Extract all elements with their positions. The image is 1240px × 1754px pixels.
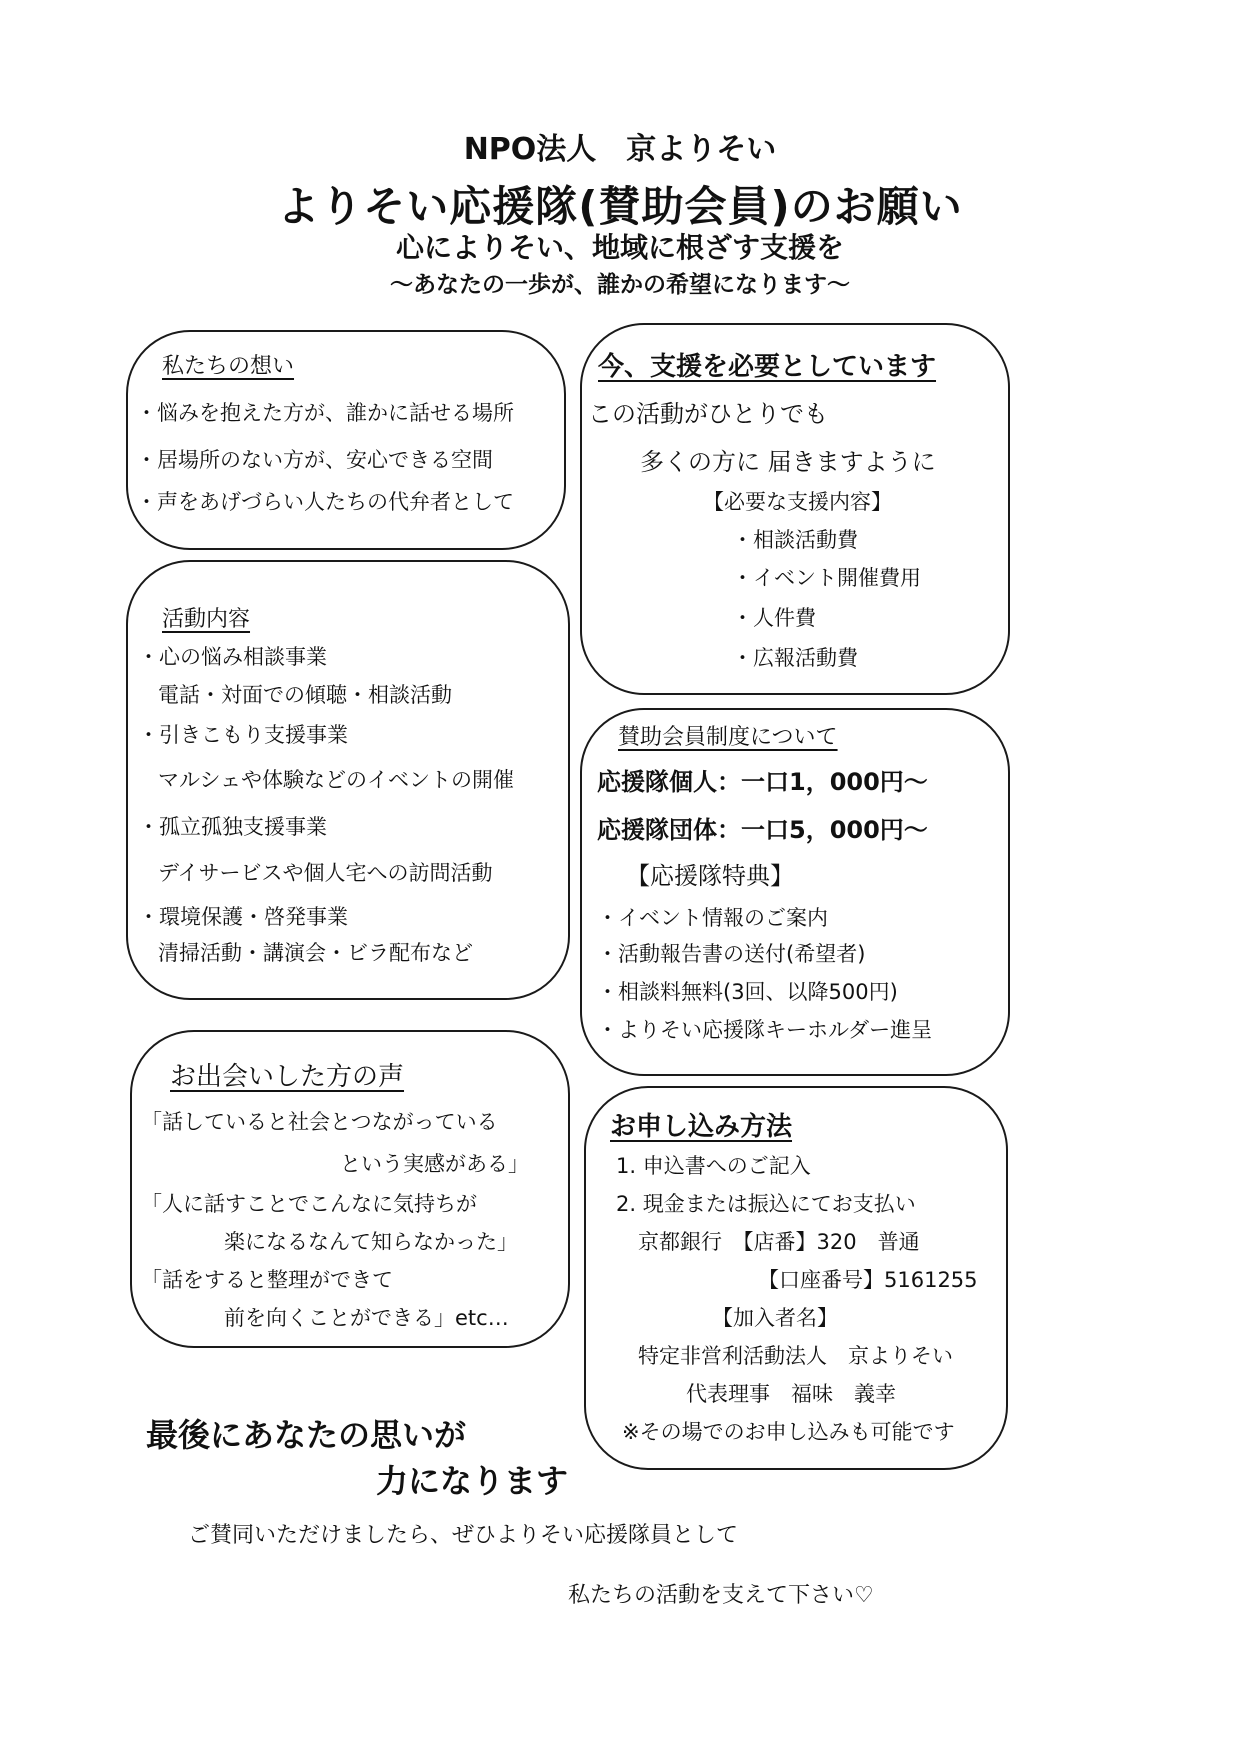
apply-bank: 京都銀行 【店番】320 普通 xyxy=(638,1230,920,1254)
page-title: よりそい応援隊(賛助会員)のお願い xyxy=(277,182,963,231)
voices-line: 前を向くことができる」etc… xyxy=(224,1306,509,1330)
activities-line: マルシェや体験などのイベントの開催 xyxy=(158,768,515,792)
apply-heading: お申し込み方法 xyxy=(610,1112,793,1142)
support-list-heading: 【必要な支援内容】 xyxy=(703,490,892,514)
membership-benefit: ・相談料無料(3回、以降500円) xyxy=(597,980,898,1004)
activities-line: 電話・対面での傾聴・相談活動 xyxy=(158,683,452,707)
activities-line: ・心の悩み相談事業 xyxy=(138,645,327,669)
page-subtitle: 心によりそい、地域に根ざす支援を xyxy=(395,231,844,264)
activities-line: 清掃活動・講演会・ビラ配布など xyxy=(158,941,473,965)
support-list-item: ・相談活動費 xyxy=(732,528,858,552)
activities-line: デイサービスや個人宅への訪問活動 xyxy=(158,861,493,885)
activities-line: ・孤立孤独支援事業 xyxy=(138,815,327,839)
thoughts-item: ・声をあげづらい人たちの代弁者として xyxy=(136,490,514,514)
voices-line: 「人に話すことでこんなに気持ちが xyxy=(141,1192,477,1216)
support-needed-line1: この活動がひとりでも xyxy=(588,400,828,428)
voices-line: という実感がある」 xyxy=(340,1152,529,1176)
voices-heading: お出会いした方の声 xyxy=(170,1062,405,1092)
membership-individual: 応援隊個人：一口1，000円～ xyxy=(597,768,928,796)
voices-line: 「話をすると整理ができて xyxy=(141,1268,393,1292)
apply-holder-heading: 【加入者名】 xyxy=(712,1306,838,1330)
closing-message1: ご賛同いただけましたら、ぜひよりそい応援隊員として xyxy=(188,1523,739,1548)
membership-heading: 賛助会員制度について xyxy=(618,725,838,750)
thoughts-item: ・悩みを抱えた方が、誰かに話せる場所 xyxy=(136,401,514,425)
support-list-item: ・イベント開催費用 xyxy=(732,566,921,590)
page-tagline: ～あなたの一歩が、誰かの希望になります～ xyxy=(390,272,850,298)
membership-benefits-heading: 【応援隊特典】 xyxy=(626,862,794,890)
activities-heading: 活動内容 xyxy=(162,607,251,632)
org-name: NPO法人 京よりそい xyxy=(463,132,777,167)
support-list-item: ・広報活動費 xyxy=(732,646,858,670)
thoughts-item: ・居場所のない方が、安心できる空間 xyxy=(136,448,493,472)
support-needed-heading: 今、支援を必要としています xyxy=(598,352,937,382)
voices-line: 楽になるなんて知らなかった」 xyxy=(224,1230,518,1254)
membership-benefit: ・活動報告書の送付(希望者) xyxy=(597,942,866,966)
support-needed-line2: 多くの方に 届きますように xyxy=(640,448,936,476)
apply-holder1: 特定非営利活動法人 京よりそい xyxy=(638,1344,953,1368)
thoughts-heading: 私たちの想い xyxy=(162,354,295,379)
closing-line1: 最後にあなたの思いが xyxy=(146,1416,467,1454)
apply-holder2: 代表理事 福味 義幸 xyxy=(686,1382,896,1406)
apply-account: 【口座番号】5161255 xyxy=(758,1268,978,1292)
membership-group: 応援隊団体：一口5，000円～ xyxy=(597,816,928,844)
membership-benefit: ・よりそい応援隊キーホルダー進呈 xyxy=(597,1018,933,1042)
support-list-item: ・人件費 xyxy=(732,606,816,630)
activities-line: ・環境保護・啓発事業 xyxy=(138,905,348,929)
voices-line: 「話していると社会とつながっている xyxy=(141,1110,498,1134)
membership-benefit: ・イベント情報のご案内 xyxy=(597,906,828,930)
activities-line: ・引きこもり支援事業 xyxy=(138,723,348,747)
apply-step1: 1. 申込書へのご記入 xyxy=(616,1154,811,1178)
apply-note: ※その場でのお申し込みも可能です xyxy=(622,1420,955,1444)
apply-step2: 2. 現金または振込にてお支払い xyxy=(616,1192,916,1216)
closing-message2: 私たちの活動を支えて下さい♡ xyxy=(568,1583,874,1608)
closing-line2: 力になります xyxy=(376,1462,569,1500)
